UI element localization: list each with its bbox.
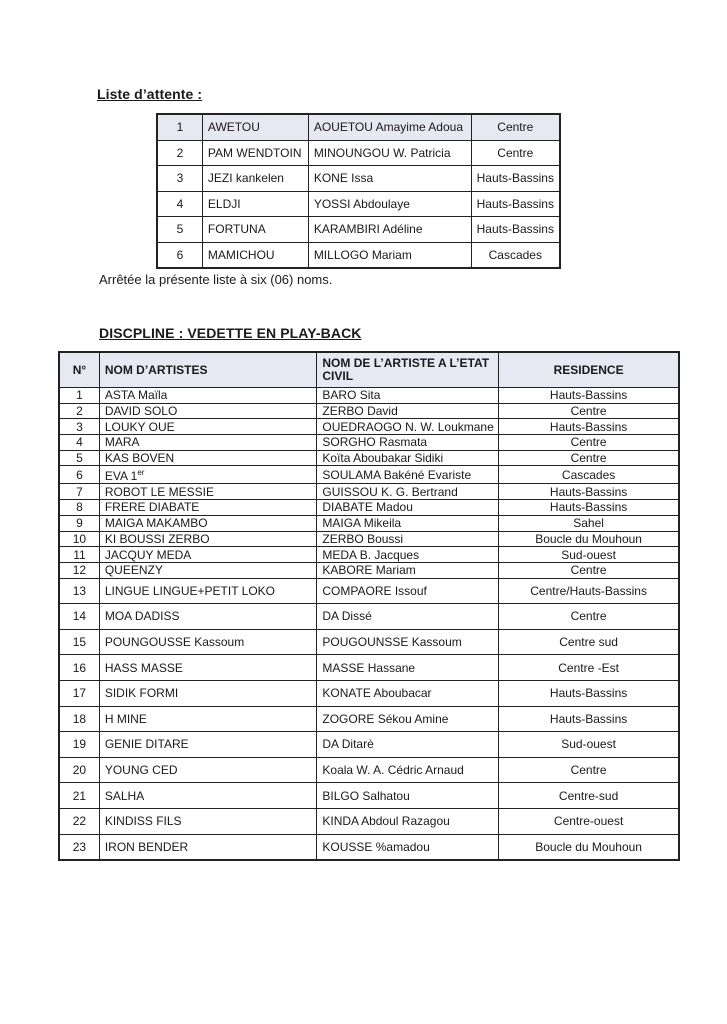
residence: Hauts-Bassins [471, 191, 560, 217]
artist-name-text: SIDIK FORMI [104, 686, 179, 701]
row-number: 16 [59, 655, 99, 681]
civil-name: MILLOGO Mariam [308, 242, 471, 268]
artist-name [99, 783, 317, 809]
artist-name-text: MOA DADISS [104, 609, 180, 624]
civil-name: KOUSSE %amadou [317, 834, 499, 860]
civil-name: DA Dissé [317, 604, 499, 630]
civil-name: SORGHO Rasmata [317, 435, 499, 451]
artist-name-text: JACQUY MEDA [104, 547, 192, 562]
artist-name-text: QUEENZY [104, 563, 163, 578]
table-row [59, 757, 679, 783]
artist-name [99, 629, 317, 655]
artist-name [99, 435, 317, 451]
residence: Boucle du Mouhoun [499, 834, 679, 860]
residence: Hauts-Bassins [499, 706, 679, 732]
residence: Sahel [499, 515, 679, 531]
artist-name [99, 680, 317, 706]
artist-name-text: DAVID SOLO [104, 404, 178, 419]
residence: Centre -Est [499, 655, 679, 681]
artist-name [99, 562, 317, 578]
artist-name [99, 450, 317, 466]
discipline-table [58, 351, 680, 861]
table-row [59, 435, 679, 451]
row-number: 14 [59, 604, 99, 630]
row-number: 20 [59, 757, 99, 783]
artist-name [99, 732, 317, 758]
waiting-list-title-text: Liste d’attente [97, 86, 194, 102]
residence: Centre [499, 562, 679, 578]
table-row [59, 604, 679, 630]
artist-name [99, 547, 317, 563]
discipline-label: DISCPLINE [99, 325, 175, 341]
residence: Hauts-Bassins [499, 484, 679, 500]
row-number: 23 [59, 834, 99, 860]
table-row [59, 808, 679, 834]
artist-name-text: LINGUE LINGUE+PETIT LOKO [104, 583, 276, 598]
civil-name: KARAMBIRI Adéline [308, 217, 471, 243]
residence: Cascades [499, 466, 679, 484]
civil-name: MINOUNGOU W. Patricia [308, 140, 471, 166]
waiting-list-table [156, 113, 561, 269]
table-row [59, 547, 679, 563]
row-number: 7 [59, 484, 99, 500]
civil-name: ZERBO Boussi [317, 531, 499, 547]
civil-name: KONE Issa [308, 166, 471, 192]
table-row [59, 655, 679, 681]
residence: Centre [471, 140, 560, 166]
civil-name: Koïta Aboubakar Sidiki [317, 450, 499, 466]
artist-name [99, 403, 317, 419]
row-number: 22 [59, 808, 99, 834]
residence: Centre/Hauts-Bassins [499, 578, 679, 604]
table-row [59, 515, 679, 531]
artist-name [99, 515, 317, 531]
row-number: 1 [157, 114, 202, 140]
artist-name-text: YOUNG CED [104, 763, 178, 778]
artist-nickname: JEZI kankelen [202, 166, 308, 192]
artist-name-text: FRERE DIABATE [104, 500, 200, 515]
row-number: 19 [59, 732, 99, 758]
civil-name: GUISSOU K. G. Bertrand [317, 484, 499, 500]
waiting-list-note: Arrêtée la présente liste à six (06) noms. [99, 272, 333, 287]
discipline-title-rest: : VEDETTE EN PLAY-BACK [174, 325, 362, 341]
table-row [59, 403, 679, 419]
header-residence: RESIDENCE [499, 352, 679, 388]
table-row [59, 834, 679, 860]
civil-name: Koala W. A. Cédric Arnaud [317, 757, 499, 783]
artist-name-text: ROBOT LE MESSIE [104, 484, 214, 499]
artist-name-text: KINDISS FILS [104, 814, 182, 829]
civil-name: KINDA Abdoul Razagou [317, 808, 499, 834]
table-row [59, 680, 679, 706]
residence: Centre [499, 757, 679, 783]
discipline-table-head [59, 352, 679, 388]
artist-name [99, 706, 317, 732]
residence: Centre [499, 604, 679, 630]
row-number: 3 [59, 419, 99, 435]
residence: Centre-ouest [499, 808, 679, 834]
artist-name [99, 419, 317, 435]
residence: Hauts-Bassins [499, 419, 679, 435]
table-row [59, 732, 679, 758]
table-row [157, 140, 560, 166]
row-number: 17 [59, 680, 99, 706]
row-number: 6 [157, 242, 202, 268]
row-number: 2 [157, 140, 202, 166]
table-row [59, 783, 679, 809]
row-number: 5 [157, 217, 202, 243]
header-artist: NOM D’ARTISTES [99, 352, 317, 388]
artist-name [99, 531, 317, 547]
civil-name: KABORE Mariam [317, 562, 499, 578]
discipline-header-row [59, 352, 679, 388]
row-number: 6 [59, 466, 99, 484]
residence: Hauts-Bassins [499, 500, 679, 516]
artist-name-text: SALHA [104, 788, 145, 803]
civil-name: MAIGA Mikeila [317, 515, 499, 531]
civil-name: DA Ditarè [317, 732, 499, 758]
row-number: 15 [59, 629, 99, 655]
row-number: 18 [59, 706, 99, 732]
row-number: 8 [59, 500, 99, 516]
residence: Centre [499, 403, 679, 419]
artist-name-text: MAIGA MAKAMBO [104, 516, 208, 531]
row-number: 4 [59, 435, 99, 451]
header-civil-name: NOM DE L’ARTISTE A L’ETAT CIVIL [317, 352, 499, 388]
residence: Centre [471, 114, 560, 140]
artist-name [99, 500, 317, 516]
artist-nickname: MAMICHOU [202, 242, 308, 268]
waiting-list-title [97, 86, 202, 102]
artist-name [99, 484, 317, 500]
table-row [59, 419, 679, 435]
civil-name: KONATE Aboubacar [317, 680, 499, 706]
civil-name: YOSSI Abdoulaye [308, 191, 471, 217]
row-number: 10 [59, 531, 99, 547]
artist-name [99, 757, 317, 783]
artist-nickname: FORTUNA [202, 217, 308, 243]
table-row [59, 578, 679, 604]
residence: Sud-ouest [499, 547, 679, 563]
residence: Centre [499, 450, 679, 466]
artist-nickname: AWETOU [202, 114, 308, 140]
artist-name [99, 578, 317, 604]
artist-name-text: LOUKY OUE [104, 419, 175, 434]
artist-name-text: H MINE [104, 711, 147, 726]
row-number: 9 [59, 515, 99, 531]
row-number: 13 [59, 578, 99, 604]
residence: Hauts-Bassins [471, 166, 560, 192]
table-row [59, 450, 679, 466]
artist-name-text: POUNGOUSSE Kassoum [104, 635, 245, 650]
residence: Hauts-Bassins [499, 680, 679, 706]
civil-name: ZERBO David [317, 403, 499, 419]
civil-name: POUGOUNSSE Kassoum [317, 629, 499, 655]
table-row [59, 562, 679, 578]
artist-nickname: PAM WENDTOIN [202, 140, 308, 166]
table-row [59, 629, 679, 655]
row-number: 3 [157, 166, 202, 192]
waiting-list-body [157, 114, 560, 268]
row-number: 4 [157, 191, 202, 217]
residence: Sud-ouest [499, 732, 679, 758]
row-number: 2 [59, 403, 99, 419]
residence: Hauts-Bassins [471, 217, 560, 243]
artist-name-text: KI BOUSSI ZERBO [104, 531, 210, 546]
civil-name: OUEDRAOGO N. W. Loukmane [317, 419, 499, 435]
artist-name-superscript: er [137, 468, 145, 478]
artist-name [99, 466, 317, 484]
civil-name: MASSE Hassane [317, 655, 499, 681]
discipline-title [99, 325, 362, 341]
residence: Centre [499, 435, 679, 451]
artist-name [99, 604, 317, 630]
artist-name-text: MARA [104, 435, 140, 450]
civil-name: SOULAMA Bakéné Evariste [317, 466, 499, 484]
discipline-table-body [59, 388, 679, 861]
waiting-list-title-suffix: : [193, 86, 203, 102]
civil-name: ZOGORE Sékou Amine [317, 706, 499, 732]
residence: Boucle du Mouhoun [499, 531, 679, 547]
artist-name-text: HASS MASSE [104, 660, 183, 675]
residence: Centre sud [499, 629, 679, 655]
artist-name [99, 808, 317, 834]
table-row [157, 114, 560, 140]
civil-name: BILGO Salhatou [317, 783, 499, 809]
row-number: 11 [59, 547, 99, 563]
table-row [157, 217, 560, 243]
table-row [157, 242, 560, 268]
artist-name [99, 655, 317, 681]
row-number: 12 [59, 562, 99, 578]
artist-name-text: ASTA Maïla [104, 388, 168, 403]
artist-name-text: IRON BENDER [104, 839, 189, 854]
artist-nickname: ELDJI [202, 191, 308, 217]
table-row [59, 500, 679, 516]
residence: Cascades [471, 242, 560, 268]
civil-name: DIABATE Madou [317, 500, 499, 516]
civil-name: MEDA B. Jacques [317, 547, 499, 563]
residence: Centre-sud [499, 783, 679, 809]
artist-name-text: EVA 1 [104, 469, 138, 484]
row-number: 21 [59, 783, 99, 809]
table-row [157, 166, 560, 192]
header-num: N° [59, 352, 99, 388]
table-row [59, 466, 679, 484]
civil-name: BARO Sita [317, 388, 499, 404]
civil-name: COMPAORE Issouf [317, 578, 499, 604]
row-number: 5 [59, 450, 99, 466]
residence: Hauts-Bassins [499, 388, 679, 404]
row-number: 1 [59, 388, 99, 404]
artist-name-text: GENIE DITARE [104, 737, 189, 752]
artist-name [99, 388, 317, 404]
civil-name: AOUETOU Amayime Adoua [308, 114, 471, 140]
table-row [59, 706, 679, 732]
table-row [59, 388, 679, 404]
artist-name [99, 834, 317, 860]
table-row [157, 191, 560, 217]
table-row [59, 531, 679, 547]
artist-name-text: KAS BOVEN [104, 451, 175, 466]
table-row [59, 484, 679, 500]
